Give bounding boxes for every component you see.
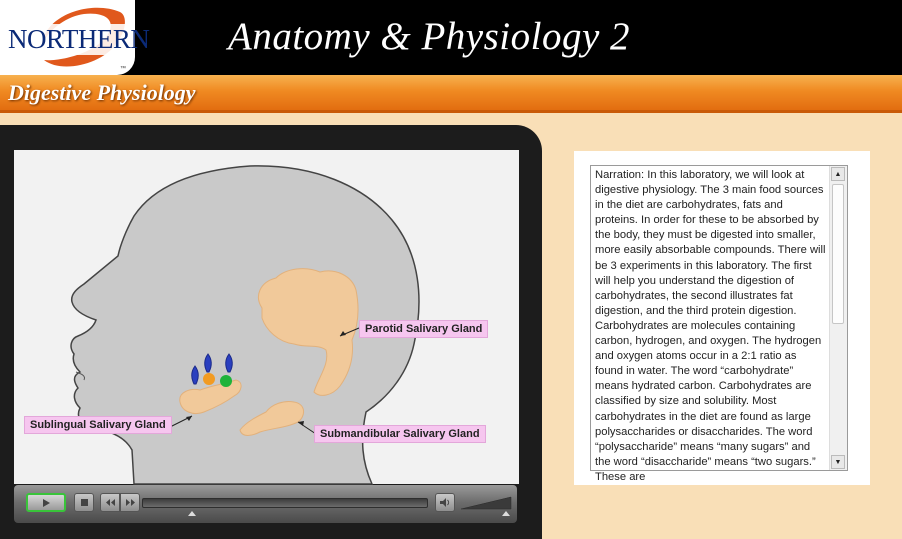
parotid-label: Parotid Salivary Gland <box>359 320 488 338</box>
narration-scrollbar[interactable] <box>829 166 847 470</box>
green-dot <box>220 375 232 387</box>
media-controls <box>14 485 517 523</box>
video-canvas[interactable] <box>14 150 519 484</box>
stop-button[interactable] <box>74 493 94 512</box>
app-title: Anatomy & Physiology 2 <box>228 15 631 58</box>
seek-start-marker <box>188 511 196 516</box>
volume-slider[interactable] <box>461 496 511 510</box>
volume-button[interactable] <box>435 493 455 512</box>
seek-bar[interactable] <box>142 498 428 508</box>
northern-logo <box>0 0 150 75</box>
logo-text: NORTHERN <box>8 24 150 54</box>
submandibular-label: Submandibular Salivary Gland <box>314 425 486 443</box>
section-bar <box>0 75 902 113</box>
app-header <box>0 0 902 75</box>
narration-panel <box>574 151 870 485</box>
scroll-down-button[interactable]: ▼ <box>831 455 845 469</box>
speaker-icon <box>436 494 454 511</box>
narration-text: Narration: In this laboratory, we will look at digestive physiology. The 3 main food sources in the diet are carbohydrates, fats and proteins. In order for these to be absorbed by the body, they must be digested into smaller, more easily absorbable compounds. There will be 3 experiments in this laboratory. The first will help you understand the digestion of carbohydrates, the second illustrates fat digestion, and the third protein digestion. Carbohydrates are molecules containing carbon, hydrogen, and oxygen. The hydrogen and oxygen atoms occur in a 2:1 ratio as found in water. The word “carbohydrate” means hydrated carbon. Carbohydrates are classified by size and solubility. Most carbohydrates in the diet are found as large polysaccharides or disaccharides. The word “polysaccharide” means “many sugars” and the word “disaccharide” means “two sugars.” These are <box>595 169 826 483</box>
rewind-icon <box>101 494 119 511</box>
fast-forward-icon <box>121 494 139 511</box>
play-button[interactable] <box>26 493 66 512</box>
orange-dot <box>203 373 215 385</box>
section-title: Digestive Physiology <box>8 80 196 105</box>
seek-end-marker <box>502 511 510 516</box>
play-icon <box>28 495 64 510</box>
logo-trademark: ™ <box>120 66 126 72</box>
narration-textbox[interactable] <box>590 165 848 483</box>
rewind-button[interactable] <box>100 493 120 512</box>
scroll-up-button[interactable]: ▲ <box>831 167 845 181</box>
fast-forward-button[interactable] <box>120 493 140 512</box>
sublingual-label: Sublingual Salivary Gland <box>24 416 172 434</box>
scroll-thumb[interactable] <box>832 184 844 324</box>
stop-icon <box>75 494 93 511</box>
